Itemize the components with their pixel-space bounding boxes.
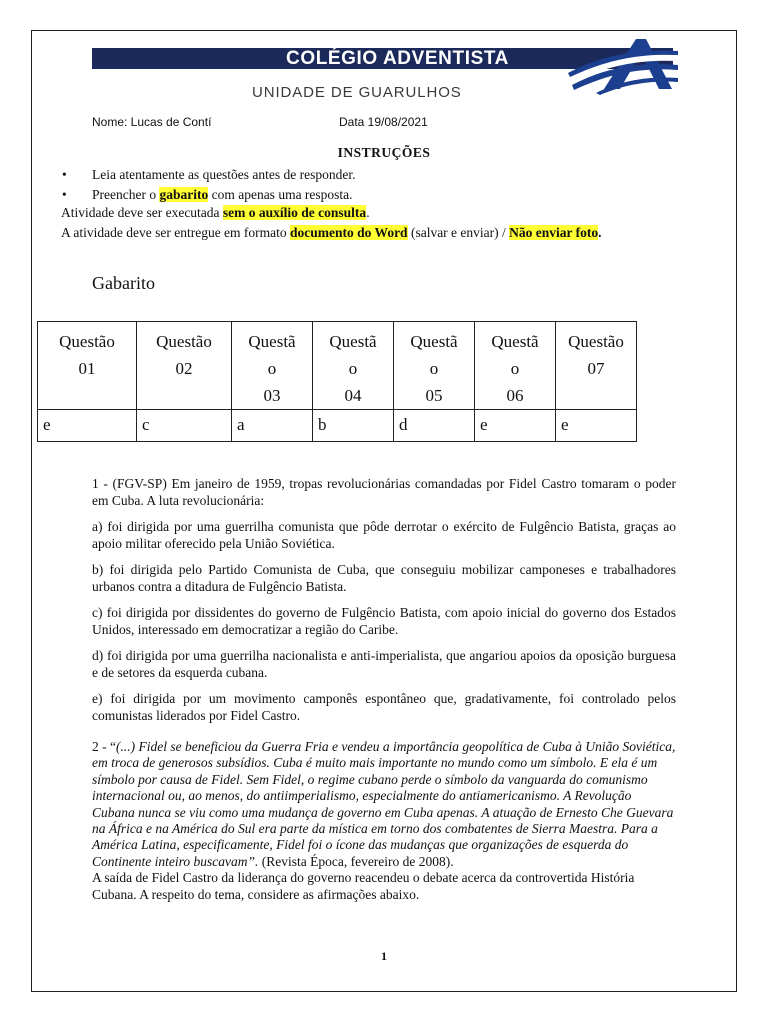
question-2 — [92, 739, 676, 903]
instruction-line — [61, 205, 370, 221]
question-header-cell: Questão 07 — [556, 322, 637, 410]
school-name: COLÉGIO ADVENTISTA — [286, 48, 509, 69]
student-name: Nome: Lucas de Contí — [92, 115, 212, 129]
option-e: e) foi dirigida por um movimento camponês espontâneo que, gradativamente, foi controlado pelos comunistas liderados por Fidel Castro. — [92, 691, 676, 723]
option-b: b) foi dirigida pelo Partido Comunista de Cuba, que conseguiu mobilizar camponeses e trabalhadores urbanos contra a ditadura de Fulgêncio Batista. — [92, 562, 676, 594]
highlighted-text: documento do Word — [290, 225, 408, 240]
question-continuation: A saída de Fidel Castro da liderança do governo reacendeu o debate acerca da controvertida História Cubana. A respeito do tema, considere as afirmações abaixo. — [92, 870, 635, 902]
question-header-cell: Questã o 06 — [475, 322, 556, 410]
school-unit: UNIDADE DE GUARULHOS — [252, 84, 462, 101]
highlighted-text: Não enviar foto — [509, 225, 599, 240]
question-header-cell: Questã o 05 — [394, 322, 475, 410]
question-1 — [92, 475, 676, 733]
answer-cell[interactable]: e — [38, 410, 137, 442]
document-page — [31, 30, 737, 992]
activity-date: Data 19/08/2021 — [339, 115, 428, 129]
answer-cell[interactable]: b — [313, 410, 394, 442]
answer-key-title: Gabarito — [92, 273, 155, 293]
instruction-text: com apenas uma resposta. — [208, 187, 353, 202]
instruction-text: Leia atentamente as questões antes de responder. — [92, 167, 356, 182]
answer-cell[interactable]: a — [232, 410, 313, 442]
school-logo-icon — [566, 37, 678, 95]
answer-cell[interactable]: e — [475, 410, 556, 442]
page-number: 1 — [381, 949, 387, 963]
list-item — [58, 165, 718, 185]
table-row — [38, 322, 637, 410]
instructions-title: INSTRUÇÕES — [337, 145, 431, 160]
table-row — [38, 410, 637, 442]
highlighted-text: gabarito — [159, 187, 209, 202]
option-d: d) foi dirigida por uma guerrilha nacionalista e anti-imperialista, que angariou apoios da oposição burguesa e de setores da esquerda cubana. — [92, 648, 676, 680]
question-header-cell: Questão 01 — [38, 322, 137, 410]
bullet-icon: • — [62, 187, 67, 202]
question-header-cell: Questã o 03 — [232, 322, 313, 410]
instruction-text: . — [598, 225, 602, 240]
instructions-list — [58, 165, 718, 205]
question-stem: 1 - (FGV-SP) Em janeiro de 1959, tropas revolucionárias comandadas por Fidel Castro tomaram o poder em Cuba. A luta revolucionária: — [92, 476, 676, 508]
question-number: 2 - “ — [92, 739, 116, 754]
answer-cell[interactable]: e — [556, 410, 637, 442]
question-quote: (...) Fidel se beneficiou da Guerra Fria e vendeu a importância geopolítica de Cuba à União Soviética, em troca de generosos subsídios. Cuba é muito mais importante no mundo como um símbolo. E ela é um símbolo por causa de Fidel. Sem Fidel, o regime cubano perde o símbolo da vanguarda do comunismo internacional ou, ao menos, do antiimperialismo, especialmente do antiamericanismo. A Revolução Cubana nunca se viu como uma mudança de governo em Cuba apenas. A atuação de Ernesto Che Guevara na África e na América do Sul era parte da mística em torno dos combatentes de Sierra Maestra. Para a América Latina, especificamente, Fidel foi o ícone das mudanças que organizações de esquerda do Continente inteiro buscavam”. — [92, 739, 676, 869]
question-header-cell: Questão 02 — [137, 322, 232, 410]
instruction-text: . — [366, 205, 370, 220]
answer-key-table — [37, 321, 637, 442]
instruction-text: Preencher o — [92, 187, 160, 202]
answer-cell[interactable]: d — [394, 410, 475, 442]
instruction-line — [61, 225, 602, 241]
option-c: c) foi dirigida por dissidentes do governo de Fulgêncio Batista, com apoio inicial do governo dos Estados Unidos, interessado em democratizar a região do Caribe. — [92, 605, 676, 637]
question-header-cell: Questã o 04 — [313, 322, 394, 410]
highlighted-text: sem o auxílio de consulta — [222, 205, 367, 220]
instruction-text: (salvar e enviar) / — [407, 225, 510, 240]
answer-cell[interactable]: c — [137, 410, 232, 442]
bullet-icon: • — [62, 167, 67, 182]
instruction-text: Atividade deve ser executada — [61, 205, 223, 220]
quote-source: (Revista Época, fevereiro de 2008). — [258, 853, 454, 869]
instruction-text: A atividade deve ser entregue em formato — [61, 225, 291, 240]
option-a: a) foi dirigida por uma guerrilha comunista que pôde derrotar o exército de Fulgêncio Batista, graças ao apoio militar oferecido pela União Soviética. — [92, 519, 676, 551]
list-item — [58, 185, 718, 205]
